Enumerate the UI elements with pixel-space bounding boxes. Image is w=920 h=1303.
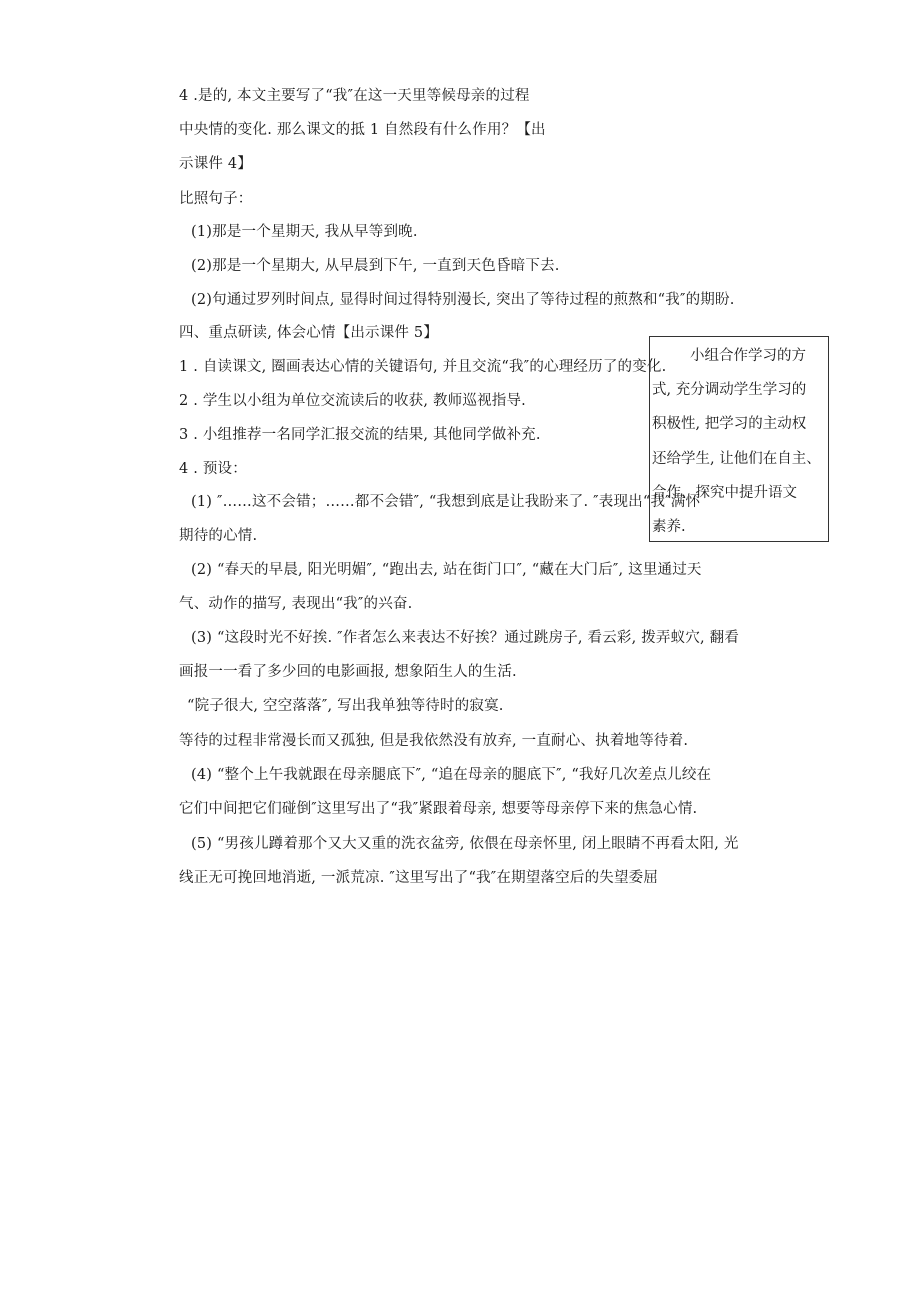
text-line: 1 . 自读课文, 圈画表达心情的关键语句, 并且交流“我″的心理经历了的变化. [179, 359, 667, 375]
text-line: “院子很大, 空空落落″, 写出我单独等待时的寂寞. [187, 698, 504, 714]
text-line: (2) “春天的早晨, 阳光明媚″, “跑出去, 站在街门口″, “藏在大门后″, 这里通过天 [191, 562, 702, 578]
margin-note-line: 小组合作学习的方 [690, 348, 806, 364]
text-line: 4 .是的, 本文主要写了“我″在这一天里等候母亲的过程 [179, 88, 530, 104]
text-line: (2)句通过罗列时间点, 显得时间过得特别漫长, 突出了等待过程的煎熬和“我″的期盼. [191, 292, 735, 308]
text-line: (1)那是一个星期天, 我从早等到晚. [191, 224, 418, 240]
margin-note-line: 素养. [652, 519, 686, 535]
text-line: (4) “整个上午我就跟在母亲腿底下″, “追在母亲的腿底下″, “我好几次差点儿绞在 [191, 767, 712, 783]
text-line: 线正无可挽回地消逝, 一派荒凉. ″这里写出了“我″在期望落空后的失望委屈 [179, 870, 659, 886]
text-line: (5) “男孩儿蹲着那个又大又重的洗衣盆旁, 依偎在母亲怀里, 闭上眼睛不再看太阳, 光 [191, 836, 739, 852]
margin-note-line: 式, 充分调动学生学习的 [652, 382, 807, 398]
text-line: (1) ″……这不会错；……都不会错″, “我想到底是让我盼来了. ″表现出“我″满怀 [191, 494, 701, 510]
text-line: 比照句子： [179, 191, 253, 207]
text-line: 期待的心情. [179, 528, 258, 544]
text-line: 等待的过程非常漫长而又孤独, 但是我依然没有放弃, 一直耐心、执着地等待着. [179, 733, 689, 749]
margin-note-line: 合作、探究中提升语文 [652, 485, 797, 501]
text-line: (3) “这段时光不好挨. ″作者怎么来表达不好挨？通过跳房子, 看云彩, 拨弄蚁穴, 翻看 [191, 630, 740, 646]
margin-note-box [649, 336, 829, 542]
text-line: 示课件 4】 [179, 156, 253, 172]
margin-note-line: 积极性, 把学习的主动权 [652, 416, 807, 432]
text-line: 4 . 预设： [179, 461, 247, 477]
text-line: 3 . 小组推荐一名同学汇报交流的结果, 其他同学做补充. [179, 427, 541, 443]
text-line: 中央情的变化. 那么课文的抵 1 自然段有什么作用？【出 [179, 122, 546, 138]
text-line: 2 . 学生以小组为单位交流读后的收获, 教师巡视指导. [179, 393, 526, 409]
margin-note-line: 还给学生, 让他们在自主、 [652, 451, 821, 467]
text-line: 它们中间把它们碰倒″这里写出了“我″紧跟着母亲, 想要等母亲停下来的焦急心情. [179, 801, 698, 817]
text-line: 气、动作的描写, 表现出“我″的兴奋. [179, 596, 413, 612]
text-line: 画报一一看了多少回的电影画报, 想象陌生人的生活. [179, 664, 517, 680]
section-heading: 四、重点研读, 体会心情【出示课件 5】 [179, 325, 439, 341]
text-line: (2)那是一个星期大, 从早晨到下午, 一直到天色昏暗下去. [191, 258, 560, 274]
